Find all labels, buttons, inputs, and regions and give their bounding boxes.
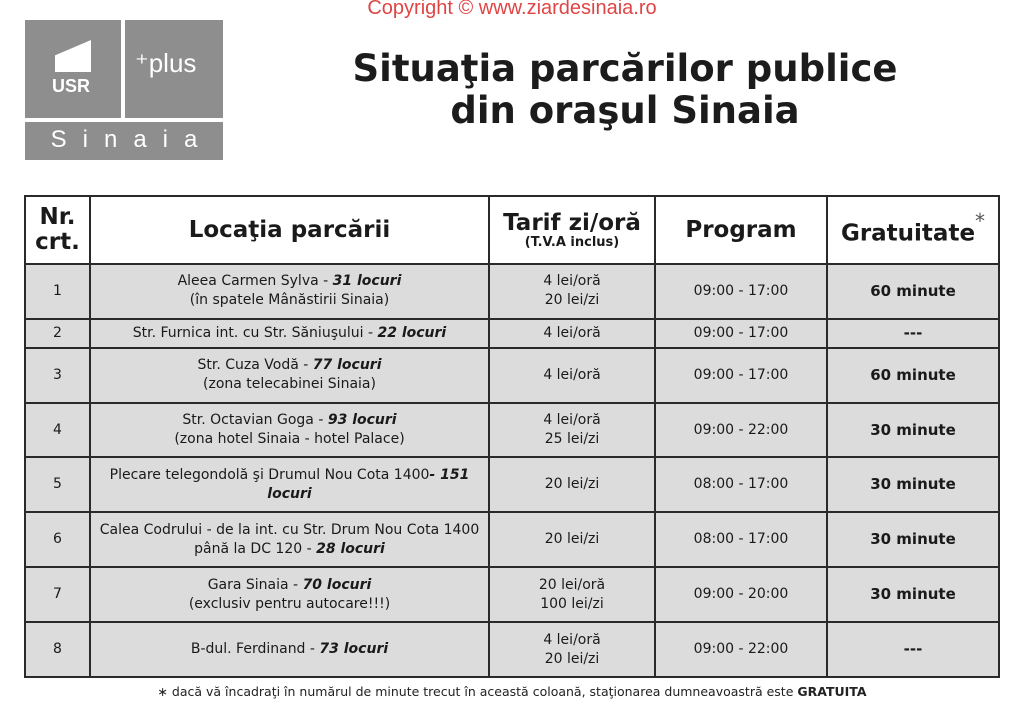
location-spots: 31 locuri — [332, 273, 402, 290]
row-free-time: 30 minute — [827, 403, 999, 458]
location-spots: 28 locuri — [316, 540, 385, 557]
location-spots: 70 locuri — [302, 576, 372, 593]
row-program: 08:00 - 17:00 — [655, 457, 827, 512]
row-tariff — [489, 567, 655, 622]
row-location — [90, 403, 489, 458]
row-number: 1 — [25, 264, 90, 319]
parking-table — [24, 195, 1000, 678]
tariff-line: 4 lei/oră — [543, 631, 601, 648]
header-tariff-label: Tarif zi/oră — [503, 209, 641, 236]
tariff-line: 100 lei/zi — [540, 595, 604, 612]
tariff-line: 25 lei/zi — [544, 431, 600, 447]
row-program: 09:00 - 17:00 — [655, 264, 827, 319]
location-detail: (în spatele Mânăstirii Sinaia) — [189, 292, 390, 309]
row-location — [90, 348, 489, 403]
location-name: Str. Octavian Goga - — [182, 412, 328, 428]
row-location — [90, 264, 489, 319]
table-row — [25, 567, 999, 622]
row-location — [90, 319, 489, 348]
row-number: 6 — [25, 512, 90, 567]
row-free-time: 60 minute — [827, 348, 999, 403]
logo-city-tile — [25, 122, 223, 160]
footnote — [0, 684, 1024, 699]
table-row — [25, 622, 999, 677]
header-free — [827, 196, 999, 264]
row-tariff — [489, 512, 655, 567]
location-line — [95, 521, 484, 559]
header-nr-line1: Nr. — [39, 204, 76, 230]
tariff-line: 20 lei/oră — [538, 576, 606, 593]
row-program: 08:00 - 17:00 — [655, 512, 827, 567]
location-spots: 22 locuri — [377, 324, 447, 341]
row-program: 09:00 - 17:00 — [655, 319, 827, 348]
row-program: 09:00 - 20:00 — [655, 567, 827, 622]
location-name: Calea Codrului - de la int. cu Str. Drum Nou Cota 1400 până la DC 120 - — [99, 521, 480, 557]
logo-plus-tile — [125, 20, 223, 118]
page-title — [300, 48, 950, 132]
location-line — [95, 324, 484, 343]
footnote-emphasis: GRATUITA — [797, 684, 867, 699]
row-free-time: --- — [827, 319, 999, 348]
location-name: Plecare telegondolă şi Drumul Nou Cota 1400 — [109, 466, 430, 483]
header-tariff — [489, 196, 655, 264]
location-detail: (zona hotel Sinaia - hotel Palace) — [174, 431, 405, 447]
location-name: Aleea Carmen Sylva - — [177, 273, 333, 290]
header-program: Program — [655, 196, 827, 264]
header-free-label: Gratuitate — [840, 220, 976, 247]
row-program: 09:00 - 22:00 — [655, 622, 827, 677]
title-line-2: din oraşul Sinaia — [450, 89, 800, 132]
location-spots: 77 locuri — [312, 357, 382, 374]
copyright-watermark: Copyright © www.ziardesinaia.ro — [367, 0, 657, 19]
row-tariff — [489, 319, 655, 348]
header-nr-line2: crt. — [35, 229, 80, 255]
location-spots: - 151 locuri — [267, 466, 470, 502]
tariff-line: 4 lei/oră — [543, 366, 601, 383]
tariff-line: 4 lei/oră — [543, 273, 601, 290]
row-tariff — [489, 348, 655, 403]
location-spots: 73 locuri — [319, 641, 389, 658]
location-detail: (zona telecabinei Sinaia) — [203, 376, 376, 393]
row-number: 7 — [25, 567, 90, 622]
location-spots: 93 locuri — [327, 412, 397, 428]
row-number: 5 — [25, 457, 90, 512]
row-number: 3 — [25, 348, 90, 403]
tariff-line: 4 lei/oră — [543, 324, 601, 341]
logo-plus-text: ⁺plus — [135, 48, 197, 78]
tariff-line: 20 lei/zi — [544, 531, 600, 548]
location-detail: (exclusiv pentru autocare!!!) — [188, 595, 391, 612]
header-location: Locaţia parcării — [90, 196, 489, 264]
table-row — [25, 512, 999, 567]
location-line — [95, 466, 484, 504]
usr-plus-sinaia-logo — [25, 20, 223, 160]
row-free-time: 30 minute — [827, 567, 999, 622]
row-free-time: 60 minute — [827, 264, 999, 319]
row-location — [90, 512, 489, 567]
logo-usr-text: USR — [52, 76, 91, 96]
table-row — [25, 319, 999, 348]
row-tariff — [489, 622, 655, 677]
location-name: B-dul. Ferdinand - — [190, 641, 320, 658]
row-tariff — [489, 457, 655, 512]
row-number: 2 — [25, 319, 90, 348]
location-name: Str. Furnica int. cu Str. Săniuşului - — [132, 324, 378, 341]
row-location — [90, 457, 489, 512]
location-line — [95, 576, 484, 595]
tariff-line: 4 lei/oră — [543, 412, 601, 428]
row-free-time: 30 minute — [827, 512, 999, 567]
row-location — [90, 622, 489, 677]
location-line — [95, 411, 484, 430]
location-line — [95, 640, 484, 659]
location-line — [95, 356, 484, 375]
row-number: 4 — [25, 403, 90, 458]
location-line — [95, 272, 484, 291]
row-free-time: --- — [827, 622, 999, 677]
row-number: 8 — [25, 622, 90, 677]
row-location — [90, 567, 489, 622]
header-nr — [25, 196, 90, 264]
table-row — [25, 264, 999, 319]
header-tariff-sub: (T.V.A inclus) — [524, 234, 620, 250]
tariff-line: 20 lei/zi — [544, 650, 600, 667]
row-tariff — [489, 403, 655, 458]
usr-flag-icon — [55, 40, 91, 72]
row-tariff — [489, 264, 655, 319]
logo-city-text: Sinaia — [50, 126, 214, 153]
table-row — [25, 348, 999, 403]
row-program: 09:00 - 22:00 — [655, 403, 827, 458]
logo-usr-tile — [25, 20, 121, 118]
location-name: Str. Cuza Vodă - — [197, 357, 313, 374]
tariff-line: 20 lei/zi — [544, 476, 600, 493]
footnote-text: ∗ dacă vă încadraţi în numărul de minute trecut în această coloană, staţionarea dumneavoastră este — [157, 684, 798, 699]
location-name: Gara Sinaia - — [207, 576, 303, 593]
table-row — [25, 403, 999, 458]
row-free-time: 30 minute — [827, 457, 999, 512]
table-header-row — [25, 196, 999, 264]
title-line-1: Situaţia parcărilor publice — [352, 47, 898, 90]
asterisk-mark: * — [975, 209, 986, 234]
tariff-line: 20 lei/zi — [544, 292, 600, 309]
table-row — [25, 457, 999, 512]
row-program: 09:00 - 17:00 — [655, 348, 827, 403]
